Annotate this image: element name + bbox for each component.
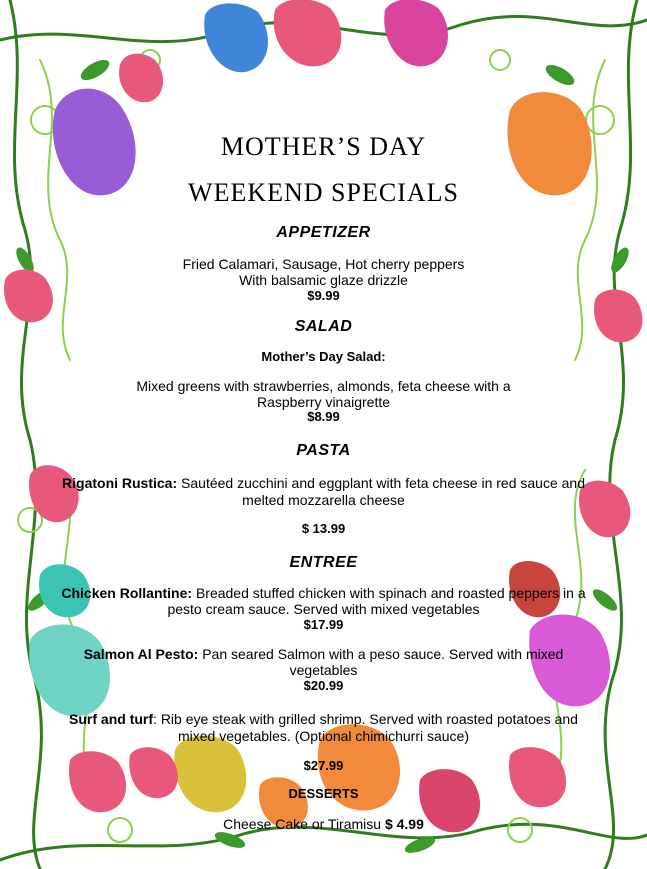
appetizer-heading: APPETIZER [276,224,371,241]
salad-heading: SALAD [294,318,353,335]
pasta-heading: PASTA [296,442,351,459]
appetizer-line-1: Fried Calamari, Sausage, Hot cherry peppers [182,256,465,272]
salad-name: Mother’s Day Salad: [261,349,386,364]
entree-item-1-name: Chicken Rollantine: [61,585,193,601]
entree-item-3-line-1 [0,711,647,727]
entree-item-3-line-2: mixed vegetables. (Optional chimichurri sauce) [177,728,469,744]
entree-item-1-desc: Breaded stuffed chicken with spinach and roasted peppers in a [192,585,586,601]
entree-item-1-price: $17.99 [303,617,344,632]
entree-item-1-line-2: pesto cream sauce. Served with mixed vegetables [167,601,480,617]
entree-heading: ENTREE [289,554,358,571]
desserts-price: $ 4.99 [384,816,424,832]
entree-item-1-line-1 [0,585,647,601]
entree-item-3-name: Surf and turf [69,711,154,727]
desserts-heading: DESSERTS [288,786,359,801]
title-line-2: WEEKEND SPECIALS [188,178,459,207]
desserts-line [0,816,647,832]
salad-line-2: Raspberry vinaigrette [256,394,391,410]
pasta-line-1 [0,475,647,491]
entree-item-3-desc: : Rib eye steak with grilled shrimp. Served with roasted potatoes and [153,711,578,727]
entree-item-2-name: Salmon Al Pesto: [83,646,199,662]
appetizer-price: $9.99 [307,288,340,303]
entree-item-2-price: $20.99 [303,678,344,693]
pasta-line-2: melted mozzarella cheese [242,492,405,508]
entree-item-3-price: $27.99 [303,758,344,773]
entree-item-2-line-1 [0,646,647,662]
appetizer-line-2: With balsamic glaze drizzle [239,272,408,288]
pasta-desc: Sautéed zucchini and eggplant with feta cheese in red sauce and [177,475,585,491]
entree-item-2-desc: Pan seared Salmon with a peso sauce. Served with mixed [198,646,564,662]
salad-line-1: Mixed greens with strawberries, almonds, feta cheese with a [136,378,511,394]
salad-price: $8.99 [307,409,340,424]
entree-item-2-line-2: vegetables [289,662,358,678]
pasta-price: $ 13.99 [301,521,346,536]
pasta-name: Rigatoni Rustica: [62,475,178,491]
title-line-1: MOTHER’S DAY [220,132,427,161]
desserts-items: Cheese Cake or Tiramisu [223,816,385,832]
